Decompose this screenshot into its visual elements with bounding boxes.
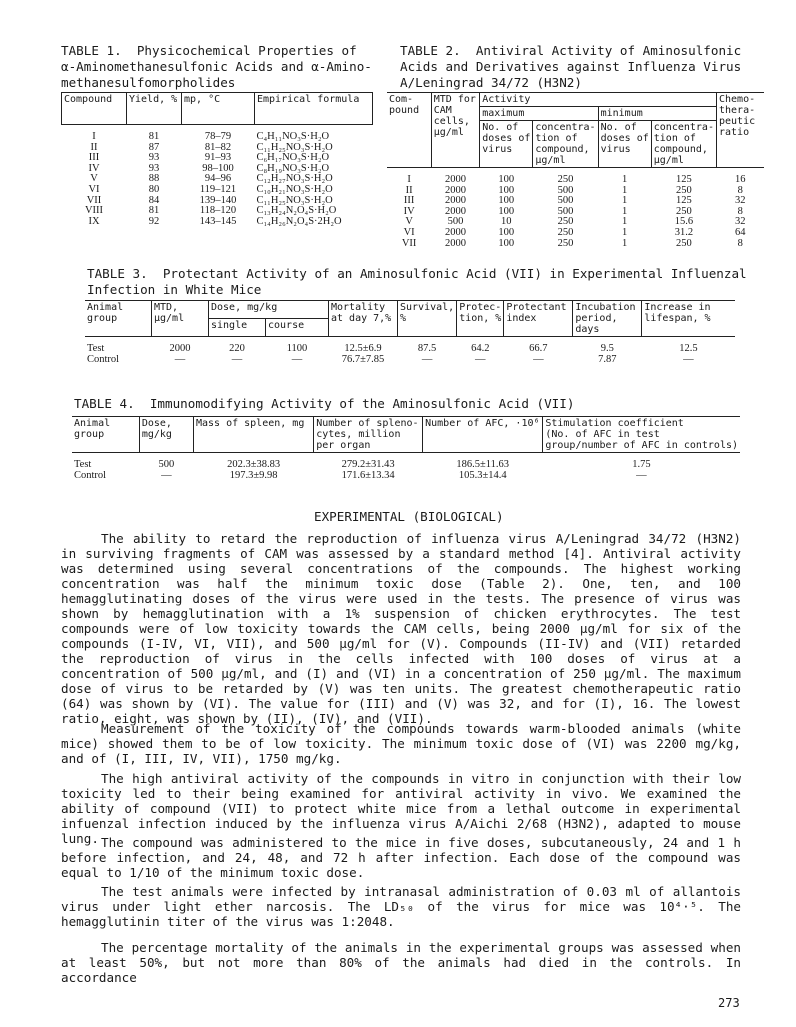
t4-header-group: Animal group — [72, 417, 139, 453]
t4-cell: 279.2±31.43 — [341, 459, 395, 470]
paragraph-1-text: The ability to retard the reproduction of influenza virus A/Leningrad 34/72 (H3N2) in surviving fragments of CAM was assessed by a standard method [4]. Antiviral activity was determined using several concentrations of the compounds. The highest working concentration was half the minimum toxic dose (Table 2). One, ten, and 100 hemagglutinating doses of the virus were used in the tests. The presence of virus was shown by hemagglutination with a 1% suspension of chicken erythrocytes. The test compounds were of low toxicity towards the CAM cells, being 2000 μg/ml for six of the compounds (I-IV, VI, VII), and 500 μg/ml for (V). Compounds (II-IV) and (VII) retarded the reproduction of virus in the cells infected with 100 doses of virus at a concentration of 500 μg/ml, and (I) and (VI) in a concentration of 250 μg/ml. The maximum dose of virus to be retarded by (V) was ten units. The greatest chemotherapeutic ratio (64) was shown by (VI). The value for (III) and (V) was 32, and for (I), 16. The lowest ratio, eight, was shown by (II), (IV), and (VII). — [61, 531, 741, 726]
t3-cell: Control — [87, 353, 120, 365]
t2-cell: 500 — [557, 184, 574, 196]
t2-header-activity: Activity — [480, 93, 717, 107]
t1-cell: 81–82 — [204, 141, 232, 153]
t3-cell: Test — [87, 343, 105, 354]
t4-row — [72, 471, 740, 482]
t1-header-mp: mp, °C — [182, 93, 255, 125]
t1-cell: 139–140 — [199, 194, 237, 206]
t2-cell: 100 — [498, 226, 515, 238]
t3-header-survival: Survival, % — [398, 301, 457, 337]
t2-cell: 500 — [557, 205, 574, 217]
t3-header-course: course — [266, 319, 329, 337]
t3-cell: 64.2 — [471, 343, 490, 354]
t2-cell: III — [403, 195, 415, 207]
t2-cell: 100 — [498, 205, 515, 217]
t2-header-ratio: Chemo- thera- peutic ratio — [716, 93, 764, 168]
paragraph-3-text: The high antiviral activity of the compounds in vitro in conjunction with their low toxicity led to their being examined for antiviral activity in vivo. We examined the ability of compound (VII) to protect white mice from a lethal outcome in experimental infuenzal infection induced by the influenza virus A/Aichi 2/68 (H3N2), adapted to mouse lung. — [61, 771, 741, 846]
t1-cell: C₈H₁₉NO₃S·H₂O — [256, 162, 330, 174]
t2-cell: 250 — [557, 226, 574, 238]
t1-cell: 118–120 — [199, 205, 237, 217]
t3-cell: 87.5 — [417, 343, 437, 354]
t1-cell: 81 — [148, 205, 160, 217]
t2-cell: 250 — [557, 216, 574, 228]
t2-cell: VI — [403, 226, 415, 238]
paragraph-4-text: The compound was administered to the mice in five doses, subcutaneously, 24 and 1 h before infection, and 24, 48, and 72 h after infection. Each dose of the compound was equal to 1/10 of the minimum toxic dose. — [61, 835, 741, 880]
t2-cell: 250 — [676, 184, 692, 196]
t2-header-conc-max: concentra- tion of compound, μg/ml — [533, 121, 598, 168]
t2-cell: 100 — [498, 174, 515, 185]
paragraph-5-text: The test animals were infected by intranasal administration of 0.03 ml of allantois virus under light ether narcosis. The LD₅₀ of the virus for mice was 10⁴·⁵. The hemagglutinin titer of the virus was 1:2048. — [61, 884, 741, 929]
t1-cell: 80 — [148, 183, 160, 195]
t3-header-group: Animal group — [85, 301, 152, 337]
t2-cell: 2000 — [444, 226, 466, 238]
t3-cell: 7.87 — [598, 353, 617, 365]
t2-cell: 2000 — [444, 174, 466, 185]
t2-cell: 1 — [622, 237, 628, 249]
t4-header-mass: Mass of spleen, mg — [193, 417, 313, 453]
table1-body — [62, 125, 373, 228]
page-number: 273 — [718, 996, 740, 1010]
t1-cell: 93 — [148, 152, 160, 164]
table1 — [61, 92, 373, 227]
t4-cell: Control — [74, 469, 107, 481]
t2-cell: 100 — [498, 237, 515, 249]
paragraph-2 — [61, 721, 741, 766]
t1-row — [62, 125, 373, 143]
t2-cell: VII — [401, 237, 417, 249]
paragraph-4 — [61, 835, 741, 880]
t2-header-doses-max: No. of doses of virus — [480, 121, 533, 168]
t2-cell: 1 — [622, 195, 628, 207]
t2-header-mtd: MTD for CAM cells, μg/ml — [431, 93, 479, 168]
t2-row — [387, 196, 764, 207]
t1-cell: 94–96 — [204, 173, 232, 185]
t2-cell: 8 — [737, 237, 743, 249]
t3-cell: 66.7 — [529, 343, 548, 354]
t1-cell: C₁₄H₂₆N₂O₄S·2H₂O — [256, 215, 342, 227]
t1-cell: IV — [88, 162, 100, 174]
paragraph-1 — [61, 531, 741, 726]
t1-cell: 81 — [148, 131, 160, 142]
t3-cell: 1100 — [286, 343, 308, 354]
t2-cell: 8 — [737, 205, 743, 217]
table1-caption: TABLE 1. Physicochemical Properties of α-Aminomethanesulfonic Acids and α-Amino- methanesulfomorpholides — [61, 43, 372, 90]
t3-cell: — — [533, 353, 544, 365]
t2-header-compound: Com- pound — [387, 93, 431, 168]
paragraph-6-text: The percentage mortality of the animals in the experimental groups was assessed when at least 50%, but not more than 80% of the animals had died in the controls. In accordance — [61, 940, 741, 985]
t2-row — [387, 228, 764, 239]
t2-cell: 8 — [737, 184, 743, 196]
table2 — [387, 92, 764, 249]
t4-cell: — — [161, 469, 172, 481]
t3-cell: — — [291, 353, 303, 365]
t3-header-mortality: Mortality at day 7,% — [329, 301, 398, 337]
t1-header-formula: Empirical formula — [255, 93, 373, 125]
t1-row — [62, 185, 373, 196]
t1-row — [62, 217, 373, 228]
t1-cell: C₁₁H₂₅NO₃S·H₂O — [256, 194, 333, 206]
t2-cell: 32 — [734, 195, 746, 207]
t2-cell: IV — [403, 205, 415, 217]
t2-cell: 2000 — [444, 195, 466, 207]
t1-cell: V — [90, 173, 98, 185]
t3-header-protection: Protec- tion, % — [457, 301, 504, 337]
t2-cell: 31.2 — [674, 226, 694, 238]
t2-cell: 250 — [557, 237, 574, 249]
t3-header-lifespan: Increase in lifespan, % — [642, 301, 735, 337]
t4-cell: — — [636, 469, 647, 481]
t1-cell: C₁₁H₂₅NO₃S·H₂O — [256, 141, 333, 153]
t2-cell: 15.6 — [674, 216, 694, 228]
t3-header-single: single — [209, 319, 266, 337]
t2-cell: 64 — [734, 226, 746, 238]
t3-cell: — — [231, 353, 243, 365]
t2-row — [387, 239, 764, 250]
t4-cell: 186.5±11.63 — [456, 459, 510, 470]
t3-cell: 2000 — [169, 343, 191, 354]
t1-cell: 91–93 — [204, 152, 232, 164]
t3-header-mtd: MTD, μg/ml — [152, 301, 209, 337]
t4-header-dose: Dose, mg/kg — [139, 417, 193, 453]
t1-cell: 88 — [148, 173, 160, 185]
t2-cell: 10 — [501, 216, 512, 228]
t2-cell: II — [405, 184, 413, 196]
t2-cell: 100 — [498, 184, 515, 196]
t3-cell: — — [683, 353, 694, 365]
t1-cell: C₁₃H₂₄N₂O₄S·H₂O — [256, 205, 337, 217]
t2-cell: 1 — [622, 184, 628, 196]
t2-cell: I — [407, 174, 411, 185]
t1-header-compound: Compound — [62, 93, 127, 125]
t3-header-incubation: Incubation period, days — [573, 301, 642, 337]
t4-cell: 500 — [158, 459, 175, 470]
t3-header-index: Protectant index — [504, 301, 573, 337]
t2-cell: 500 — [557, 195, 574, 207]
t1-cell: C₁₂H₂₇NO₃S·H₂O — [256, 173, 333, 185]
t2-cell: 500 — [447, 216, 464, 228]
t2-cell: V — [405, 216, 413, 228]
paragraph-6 — [61, 940, 741, 985]
t2-header-minimum: minimum — [598, 107, 716, 121]
t4-header-afc: Number of AFC, ·10⁶ — [423, 417, 543, 453]
t4-cell: Test — [74, 459, 92, 470]
t4-cell: 105.3±14.4 — [458, 469, 507, 481]
t3-row — [85, 355, 735, 366]
section-title: EXPERIMENTAL (BIOLOGICAL) — [314, 509, 504, 524]
t1-cell: IX — [88, 215, 100, 227]
t2-row — [387, 207, 764, 218]
t1-cell: 98–100 — [202, 162, 234, 174]
t1-cell: 92 — [148, 215, 160, 227]
table2-body — [387, 168, 764, 250]
table4-body — [72, 453, 740, 482]
t1-cell: VI — [88, 183, 100, 195]
t3-cell: 220 — [229, 343, 245, 354]
t2-cell: 100 — [498, 195, 515, 207]
t3-cell: — — [475, 353, 486, 365]
t3-cell: 12.5 — [679, 343, 698, 354]
t2-cell: 16 — [734, 174, 746, 185]
paragraph-5 — [61, 884, 741, 929]
t2-header-doses-min: No. of doses of virus — [598, 121, 651, 168]
table3-body — [85, 337, 735, 366]
t2-cell: 2000 — [444, 184, 466, 196]
t4-cell: 171.6±13.34 — [341, 469, 395, 481]
t3-cell: 76.7±7.85 — [341, 353, 385, 365]
t2-cell: 125 — [676, 174, 692, 185]
t2-row — [387, 168, 764, 186]
t2-cell: 250 — [676, 237, 692, 249]
t2-row — [387, 217, 764, 228]
t1-cell: C₆H₁₇NO₃S·H₂O — [256, 152, 330, 164]
t3-cell: — — [174, 353, 186, 365]
table4-caption: TABLE 4. Immunomodifying Activity of the Aminosulfonic Acid (VII) — [74, 396, 575, 411]
t3-row — [85, 337, 735, 355]
table2-caption: TABLE 2. Antiviral Activity of Aminosulfonic Acids and Derivatives against Influenza Virus A/Leningrad 34/72 (H3N2) — [400, 43, 742, 90]
t4-row — [72, 453, 740, 471]
t4-cell: 197.3±9.98 — [229, 469, 278, 481]
t4-header-cells: Number of spleno- cytes, million per organ — [314, 417, 423, 453]
t1-cell: 93 — [148, 162, 160, 174]
t3-header-dose: Dose, mg/kg — [209, 301, 329, 319]
t2-cell: 1 — [622, 226, 628, 238]
t1-cell: I — [92, 131, 96, 142]
t4-cell: 1.75 — [632, 459, 651, 470]
t1-cell: 84 — [148, 194, 160, 206]
t2-header-maximum: maximum — [480, 107, 598, 121]
t2-cell: 2000 — [444, 237, 466, 249]
t4-header-stimulation: Stimulation coefficient (No. of AFC in test group/number of AFC in controls) — [543, 417, 740, 453]
t2-cell: 125 — [676, 195, 692, 207]
paragraph-2-text: Measurement of the toxicity of the compounds towards warm-blooded animals (white mice) showed them to be of low toxicity. The minimum toxic dose of (VI) was 2200 mg/kg, and of (I, III, IV, VII), 1750 mg/kg. — [61, 721, 741, 766]
table3-caption: TABLE 3. Protectant Activity of an Aminosulfonic Acid (VII) in Experimental Influenzal Infection in White Mice — [87, 266, 747, 297]
t2-cell: 2000 — [444, 205, 466, 217]
t1-cell: VIII — [84, 205, 104, 217]
t2-cell: 250 — [676, 205, 692, 217]
t1-cell: 119–121 — [199, 183, 237, 195]
t1-cell: III — [88, 152, 100, 164]
t1-cell: 78–79 — [204, 131, 232, 142]
table4 — [72, 416, 740, 481]
t2-cell: 32 — [734, 216, 746, 228]
t1-cell: 143–145 — [199, 215, 237, 227]
table3 — [85, 300, 735, 365]
t3-cell: 12.5±6.9 — [344, 343, 382, 354]
t1-header-yield: Yield, % — [127, 93, 182, 125]
t3-cell: 9.5 — [600, 343, 614, 354]
t1-cell: II — [90, 141, 98, 153]
t2-row — [387, 186, 764, 197]
t1-cell: C₁₀H₂₁NO₃S·H₂O — [256, 183, 333, 195]
t3-cell: — — [421, 353, 433, 365]
t2-cell: 1 — [622, 174, 628, 185]
t1-cell: 87 — [148, 141, 160, 153]
t2-header-conc-min: concentra- tion of compound, μg/ml — [651, 121, 716, 168]
t1-cell: C₄H₁₁NO₃S·H₂O — [256, 131, 330, 142]
t4-cell: 202.3±38.83 — [227, 459, 281, 470]
t2-cell: 1 — [622, 216, 628, 228]
t2-cell: 250 — [557, 174, 574, 185]
t1-cell: VII — [86, 194, 102, 206]
t2-cell: 1 — [622, 205, 628, 217]
